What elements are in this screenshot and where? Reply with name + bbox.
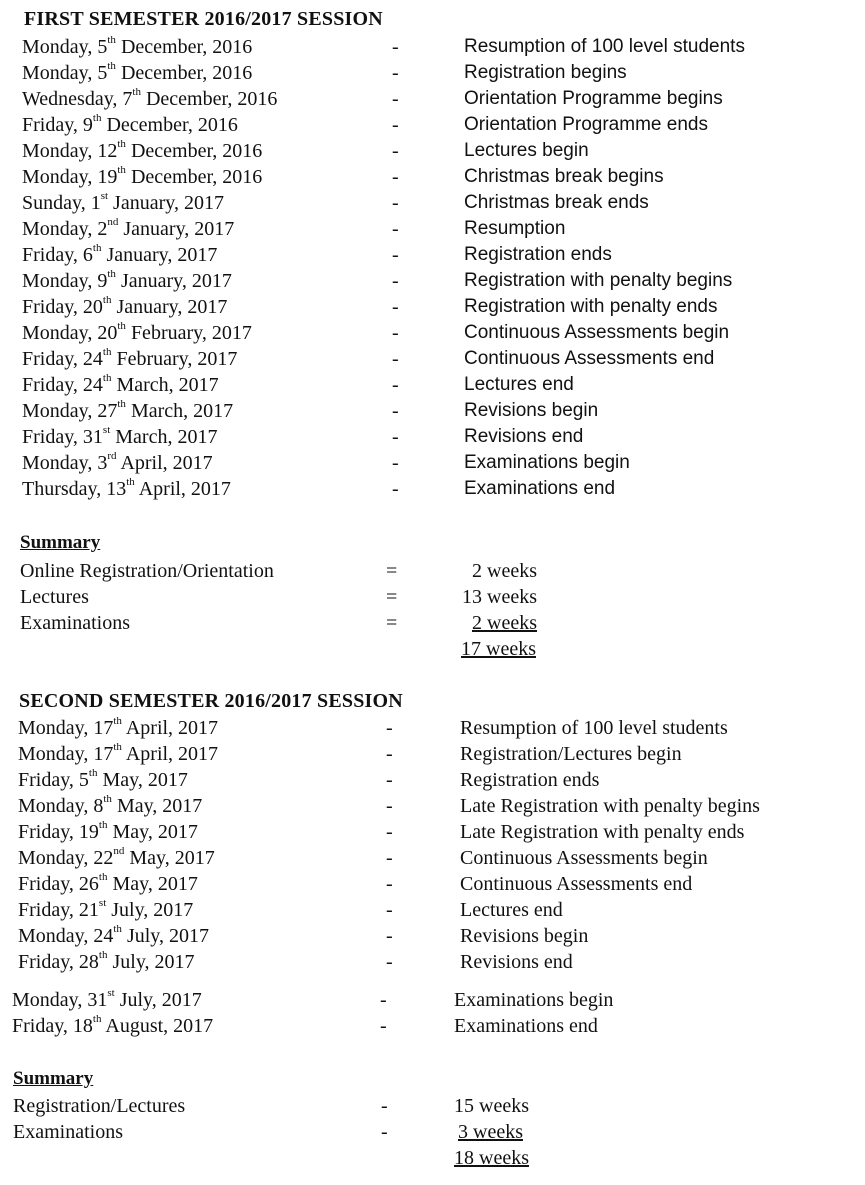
date-cell: Monday, 27th March, 2017 (22, 398, 234, 422)
first-summary-title: Summary (20, 532, 101, 553)
date-cell: Monday, 24th July, 2017 (18, 923, 209, 947)
first-total: 17 weeks (461, 638, 536, 660)
second-total: 18 weeks (454, 1147, 529, 1169)
date-cell: Monday, 12th December, 2016 (22, 138, 263, 162)
date-cell: Friday, 18th August, 2017 (12, 1013, 214, 1037)
date-cell: Monday, 8th May, 2017 (18, 793, 203, 817)
date-cell: Friday, 6th January, 2017 (22, 242, 218, 266)
date-cell: Friday, 20th January, 2017 (22, 294, 228, 318)
date-cell: Thursday, 13th April, 2017 (22, 476, 231, 500)
date-cell: Monday, 2nd January, 2017 (22, 216, 235, 240)
date-cell: Monday, 5th December, 2016 (22, 34, 253, 58)
date-cell: Friday, 26th May, 2017 (18, 871, 198, 895)
date-cell: Monday, 5th December, 2016 (22, 60, 253, 84)
date-cell: Monday, 22nd May, 2017 (18, 845, 215, 869)
second-summary-title: Summary (13, 1068, 94, 1089)
date-cell: Monday, 19th December, 2016 (22, 164, 263, 188)
date-cell: Monday, 17th April, 2017 (18, 715, 219, 739)
date-cell: Monday, 31st July, 2017 (12, 987, 202, 1011)
date-cell: Friday, 21st July, 2017 (18, 897, 194, 921)
date-cell: Friday, 19th May, 2017 (18, 819, 198, 843)
date-cell: Sunday, 1st January, 2017 (22, 190, 224, 214)
first-semester-heading: FIRST SEMESTER 2016/2017 SESSION (24, 8, 383, 30)
date-cell: Friday, 9th December, 2016 (22, 112, 238, 136)
date-cell: Monday, 17th April, 2017 (18, 741, 219, 765)
date-cell: Monday, 9th January, 2017 (22, 268, 232, 292)
date-cell: Friday, 5th May, 2017 (18, 767, 188, 791)
date-cell: Wednesday, 7th December, 2016 (22, 86, 278, 110)
date-cell: Monday, 3rd April, 2017 (22, 450, 213, 474)
date-cell: Friday, 28th July, 2017 (18, 949, 195, 973)
date-cell: Friday, 24th February, 2017 (22, 346, 238, 370)
date-cell: Monday, 20th February, 2017 (22, 320, 252, 344)
second-semester-heading: SECOND SEMESTER 2016/2017 SESSION (19, 690, 403, 712)
date-cell: Friday, 24th March, 2017 (22, 372, 219, 396)
date-cell: Friday, 31st March, 2017 (22, 424, 218, 448)
